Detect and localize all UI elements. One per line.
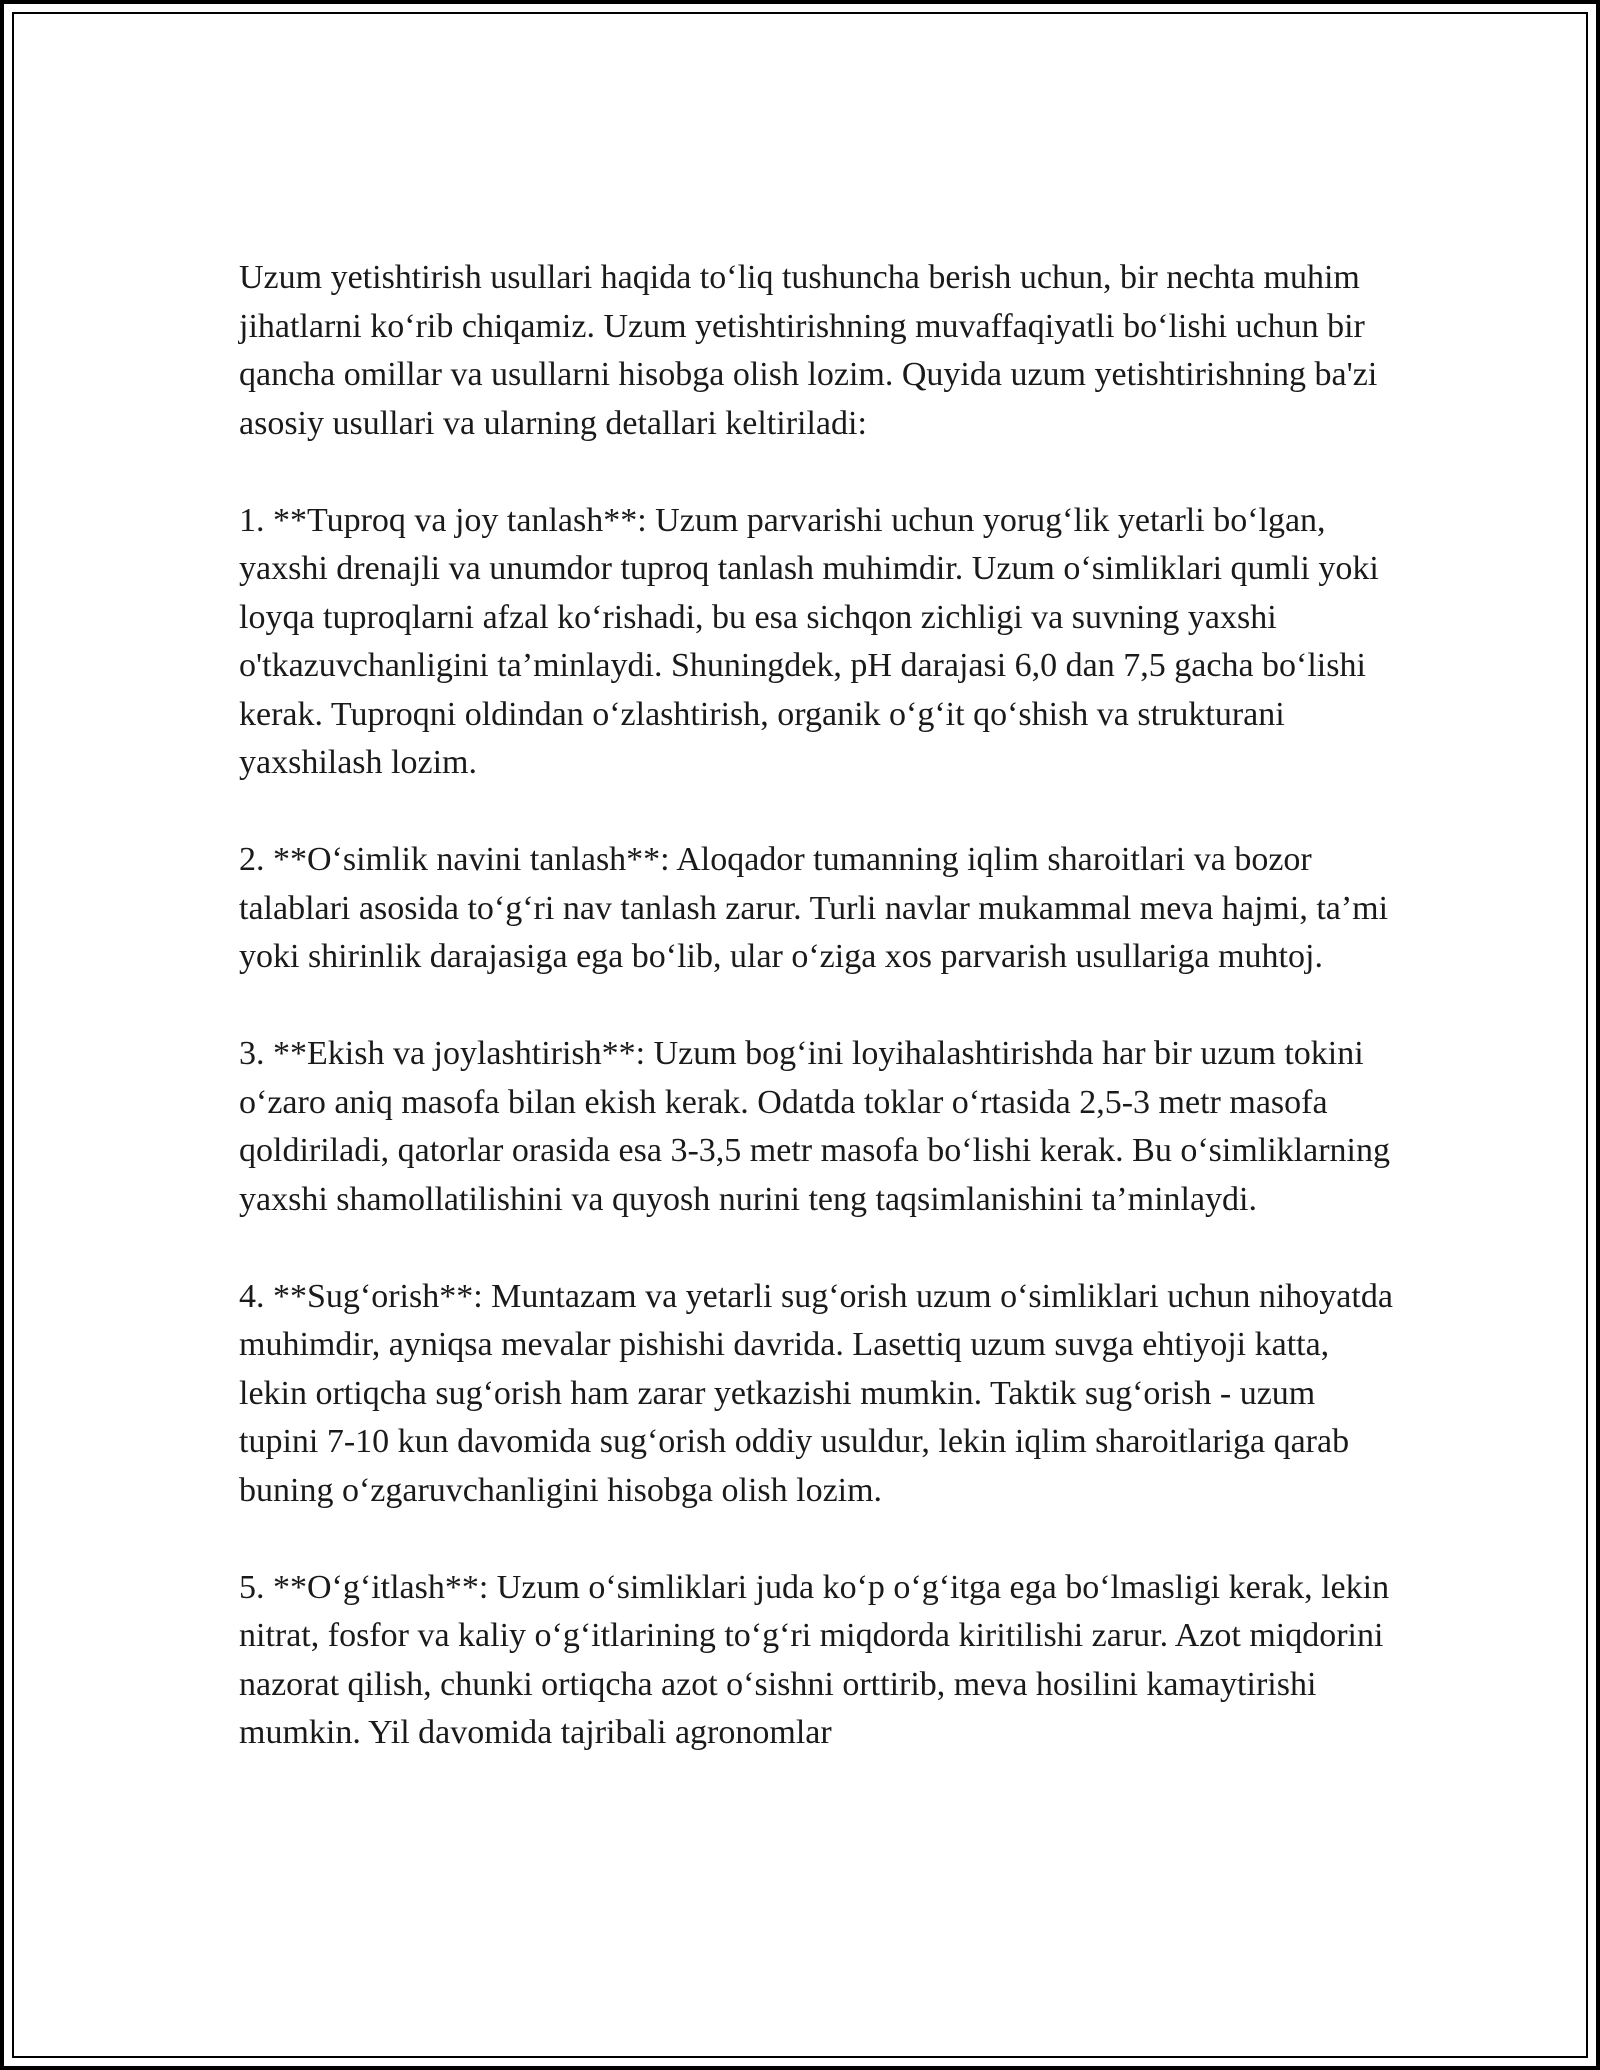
paragraph-irrigation: 4. **Sug‘orish**: Muntazam va yetarli sug‘orish uzum o‘simliklari uchun nihoyatda muhimdir, ayniqsa mevalar pishishi davrida. Lasettiq uzum suvga ehtiyoji katta, lekin ortiqcha sug‘orish ham zarar yetkazishi mumkin. Taktik sug‘orish - uzum tupini 7-10 kun davomida sug‘orish oddiy usuldur, lekin iqlim sharoitlariga qarab buning o‘zgaruvchanligini hisobga olish lozim. xyxy=(239,1277,1393,1509)
document-body xyxy=(239,254,1399,1758)
paragraph-variety-selection: 2. **O‘simlik navini tanlash**: Aloqador tumanning iqlim sharoitlari va bozor talablari asosida to‘g‘ri nav tanlash zarur. Turli navlar mukammal meva hajmi, ta’mi yoki shirinlik darajasiga ega bo‘lib, ular o‘ziga xos parvarish usullariga muhtoj. xyxy=(239,841,1389,975)
paragraph-planting-layout: 3. **Ekish va joylashtirish**: Uzum bog‘ini loyihalashtirishda har bir uzum tokini o‘zaro aniq masofa bilan ekish kerak. Odatda toklar o‘rtasida 2,5-3 metr masofa qoldiriladi, qatorlar orasida esa 3-3,5 metr masofa bo‘lishi kerak. Bu o‘simliklarning yaxshi shamollatilishini va quyosh nurini teng taqsimlanishini ta’minlaydi. xyxy=(239,1035,1390,1218)
paragraph-fertilizing: 5. **O‘g‘itlash**: Uzum o‘simliklari juda ko‘p o‘g‘itga ega bo‘lmasligi kerak, lekin nitrat, fosfor va kaliy o‘g‘itlarining to‘g‘ri miqdorda kiritilishi zarur. Azot miqdorini nazorat qilish, chunki ortiqcha azot o‘sishni orttirib, meva hosilini kamaytirishi mumkin. Yil davomida tajribali agronomlar xyxy=(239,1568,1390,1751)
intro-paragraph: Uzum yetishtirish usullari haqida to‘liq tushuncha berish uchun, bir nechta muhim jihatlarni ko‘rib chiqamiz. Uzum yetishtirishning muvaffaqiyatli bo‘lishi uchun bir qancha omillar va usullarni hisobga olish lozim. Quyida uzum yetishtirishning ba'zi asosiy usullari va ularning detallari keltiriladi: xyxy=(239,259,1378,442)
paragraph-soil-site-selection: 1. **Tuproq va joy tanlash**: Uzum parvarishi uchun yorug‘lik yetarli bo‘lgan, yaxshi drenajli va unumdor tuproq tanlash muhimdir. Uzum o‘simliklari qumli yoki loyqa tuproqlarni afzal ko‘rishadi, bu esa sichqon zichligi va suvning yaxshi o'tkazuvchanligini ta’minlaydi. Shuningdek, pH darajasi 6,0 dan 7,5 gacha bo‘lishi kerak. Tuproqni oldindan o‘zlashtirish, organik o‘g‘it qo‘shish va strukturani yaxshilash lozim. xyxy=(239,501,1379,781)
